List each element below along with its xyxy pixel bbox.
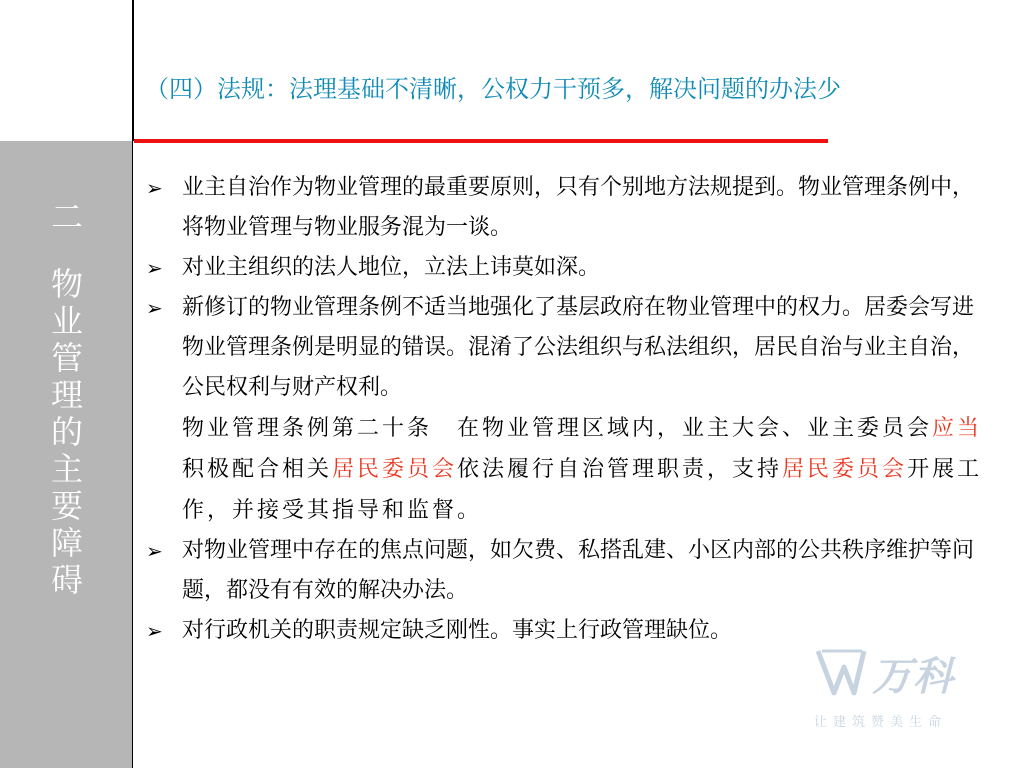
bullet-item [146, 531, 986, 611]
bullet-item [146, 288, 986, 408]
quote-highlight: 居民委员会 [332, 457, 458, 482]
slide-content [146, 168, 986, 651]
quote-text: 物业管理条例第二十条 在物业管理区域内，业主大会、业主委员会 [182, 416, 933, 441]
section-char: 障 [50, 524, 83, 562]
section-char: 主 [50, 450, 83, 488]
bullet-arrow-icon: ➢ [146, 176, 163, 200]
quote-text: 积极配合相关 [182, 457, 333, 482]
quote-highlight: 居民委员会 [782, 457, 908, 482]
regulation-quote [146, 408, 986, 531]
vanke-logo-icon [814, 647, 868, 699]
top-divider-line [132, 0, 134, 141]
logo-name: 万科 [872, 654, 954, 700]
logo-slogan: 让建筑赞美生命 [814, 715, 948, 730]
section-char: 碍 [50, 561, 83, 599]
section-char: 理 [50, 376, 83, 414]
bullet-text: 对业主组织的法人地位，立法上讳莫如深。 [182, 255, 601, 280]
bullet-text: 新修订的物业管理条例不适当地强化了基层政府在物业管理中的权力。居委会写进物业管理条例是明显的错误。混淆了公法组织与私法组织，居民自治与业主自治，公民权利与财产权利。 [182, 295, 975, 400]
section-char: 管 [50, 339, 83, 377]
section-char: 物 [50, 265, 83, 303]
section-char: 要 [50, 487, 83, 525]
bullet-arrow-icon: ➢ [146, 539, 163, 563]
bullet-item [146, 248, 986, 288]
bullet-arrow-icon: ➢ [146, 256, 163, 280]
bullet-item [146, 168, 986, 248]
bullet-arrow-icon: ➢ [146, 296, 163, 320]
quote-text: 依法履行自治管理职责，支持 [457, 457, 783, 482]
vanke-logo [812, 645, 984, 737]
bullet-arrow-icon: ➢ [146, 619, 163, 643]
slide-title: （四）法规：法理基础不清晰，公权力干预多，解决问题的办法少 [145, 75, 841, 103]
bullet-text: 业主自治作为物业管理的最重要原则，只有个别地方法规提到。物业管理条例中，将物业管理与物业服务混为一谈。 [182, 175, 975, 240]
section-number: 二 [50, 198, 83, 236]
title-underline [134, 139, 828, 143]
side-panel [0, 141, 133, 768]
bullet-text: 对行政机关的职责规定缺乏刚性。事实上行政管理缺位。 [182, 618, 733, 643]
section-char: 业 [50, 302, 83, 340]
section-char: 的 [50, 413, 83, 451]
quote-highlight: 应当 [932, 416, 983, 441]
bullet-text: 对物业管理中存在的焦点问题，如欠费、私搭乱建、小区内部的公共秩序维护等问题，都没有有效的解决办法。 [182, 538, 975, 603]
section-heading [50, 199, 84, 599]
quote-text: 开展工作，并接受其指导和监督。 [182, 457, 983, 523]
